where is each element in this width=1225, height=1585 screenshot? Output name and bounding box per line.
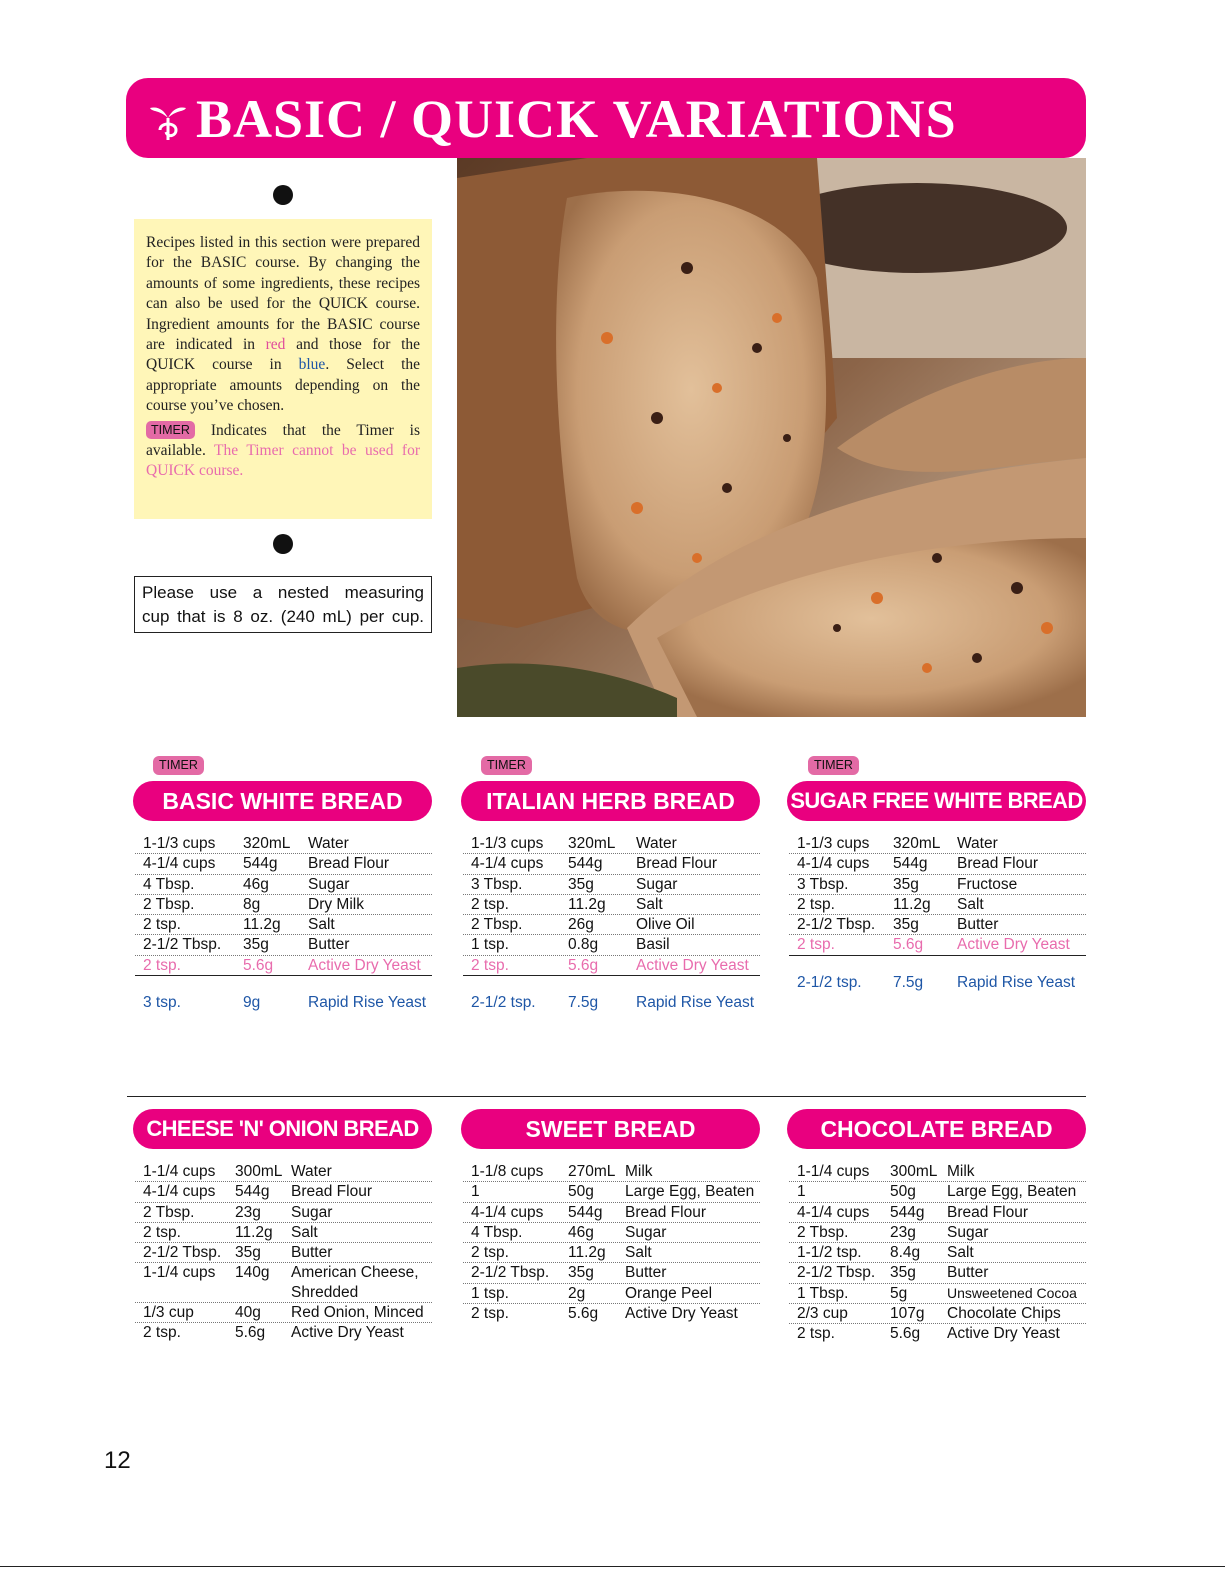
ingredient-row: 2 Tbsp. 26g Olive Oil xyxy=(463,915,760,935)
recipe-title-sugar-free: SUGAR FREE WHITE BREAD xyxy=(787,781,1086,821)
ingredient-row: 4-1/4 cups 544g Bread Flour xyxy=(135,854,432,874)
ingredient-row: 2 tsp. 11.2g Salt xyxy=(789,895,1086,915)
ingredient-row: 1/3 cup 40g Red Onion, Minced xyxy=(135,1303,432,1323)
ingredient-row: 2 tsp. 5.6g Active Dry Yeast xyxy=(471,1305,738,1323)
blue-word: blue xyxy=(298,356,326,374)
ingredient-row: 2-1/2 Tbsp. 35g Butter xyxy=(463,1263,760,1283)
ingredient-row: 2 Tbsp. 23g Sugar xyxy=(135,1203,432,1223)
ingredient-row: 2-1/2 Tbsp. 35g Butter xyxy=(135,935,432,955)
bullet-dot xyxy=(273,185,293,205)
bottom-rule xyxy=(0,1566,1225,1567)
ingredient-row: 2 tsp. 11.2g Salt xyxy=(463,1243,760,1263)
sprout-icon xyxy=(146,100,190,144)
basic-course-row: 2 tsp. 5.6g Active Dry Yeast xyxy=(463,956,760,976)
recipe-title-italian-herb: ITALIAN HERB BREAD xyxy=(461,781,760,821)
recipe-table-basic-white xyxy=(135,834,432,1012)
recipe-table-chocolate xyxy=(789,1162,1086,1344)
quick-course-row: 2-1/2 tsp. 7.5g Rapid Rise Yeast xyxy=(471,994,755,1012)
red-word: red xyxy=(265,336,286,354)
ingredient-row: 3 Tbsp. 35g Fructose xyxy=(789,875,1086,895)
ingredient-row: 2-1/2 Tbsp. 35g Butter xyxy=(789,1263,1086,1283)
ingredient-row: 2 tsp. 11.2g Salt xyxy=(463,895,760,915)
timer-badge: TIMER xyxy=(146,421,195,439)
ingredient-row: 1-1/8 cups 270mL Milk xyxy=(463,1162,760,1182)
page-title: BASIC / QUICK VARIATIONS xyxy=(196,89,957,149)
ingredient-row: 4-1/4 cups 544g Bread Flour xyxy=(789,1203,1086,1223)
ingredient-row: 2 tsp. 11.2g Salt xyxy=(135,915,432,935)
ingredient-row: 4-1/4 cups 544g Bread Flour xyxy=(463,1203,760,1223)
ingredient-row: 4 Tbsp. 46g Sugar xyxy=(463,1223,760,1243)
basic-course-row: 2 tsp. 5.6g Active Dry Yeast xyxy=(135,956,432,976)
ingredient-row: 1 50g Large Egg, Beaten xyxy=(463,1182,760,1202)
ingredient-row: 3 Tbsp. 35g Sugar xyxy=(463,875,760,895)
quick-course-row: 2-1/2 tsp. 7.5g Rapid Rise Yeast xyxy=(797,973,1076,991)
timer-tag: TIMER xyxy=(153,756,204,775)
ingredient-row: 2/3 cup 107g Chocolate Chips xyxy=(789,1304,1086,1324)
timer-tag: TIMER xyxy=(481,756,532,775)
recipe-title-cheese-onion: CHEESE 'N' ONION BREAD xyxy=(133,1109,432,1149)
ingredient-row: 1-1/3 cups 320mL Water xyxy=(463,834,760,854)
ingredient-row: 2 tsp. 5.6g Active Dry Yeast xyxy=(143,1324,404,1342)
ingredient-row: 1-1/4 cups 300mL Milk xyxy=(789,1162,1086,1182)
ingredient-row: 2 Tbsp. 8g Dry Milk xyxy=(135,895,432,915)
ingredient-row: 1 tsp. 0.8g Basil xyxy=(463,935,760,955)
ingredient-row: 4-1/4 cups 544g Bread Flour xyxy=(463,854,760,874)
timer-tag: TIMER xyxy=(808,756,859,775)
ingredient-row: 4 Tbsp. 46g Sugar xyxy=(135,875,432,895)
recipe-title-sweet: SWEET BREAD xyxy=(461,1109,760,1149)
recipe-table-sweet xyxy=(463,1162,760,1323)
course-info-text: Recipes listed in this section were prepared for the BASIC course. By changing the amounts of some ingredients, these recipes can also be used for the QUICK course. Ingredient amounts for the BASIC course are indicated in red and those for the QUICK course in blue. Select the appropriate amounts depending on the course you’ve chosen. xyxy=(146,234,421,415)
recipe-table-sugar-free xyxy=(789,834,1086,992)
ingredient-row: 2 Tbsp. 23g Sugar xyxy=(789,1223,1086,1243)
ingredient-row: 1 tsp. 2g Orange Peel xyxy=(463,1284,760,1304)
timer-note: The Timer cannot be used for QUICK course. xyxy=(146,442,420,480)
recipe-title-chocolate: CHOCOLATE BREAD xyxy=(787,1109,1086,1149)
page-number: 12 xyxy=(104,1447,131,1474)
ingredient-row: 2-1/2 Tbsp. 35g Butter xyxy=(789,915,1086,935)
ingredient-row: 4-1/4 cups 544g Bread Flour xyxy=(135,1182,432,1202)
ingredient-row: 2 tsp. 11.2g Salt xyxy=(135,1223,432,1243)
ingredient-row: 1-1/4 cups 140g American Cheese, Shredded xyxy=(135,1263,432,1303)
ingredient-row: 1-1/4 cups 300mL Water xyxy=(135,1162,432,1182)
measuring-cup-note: Please use a nested measuring cup that is 8 oz. (240 mL) per cup. xyxy=(134,576,432,633)
recipe-table-italian-herb xyxy=(463,834,760,1012)
timer-info-text: TIMER Indicates that the Timer is available. The Timer cannot be used for QUICK course. xyxy=(146,421,420,480)
ingredient-row: 1-1/2 tsp. 8.4g Salt xyxy=(789,1243,1086,1263)
ingredient-row: 1-1/3 cups 320mL Water xyxy=(789,834,1086,854)
recipe-table-cheese-onion xyxy=(135,1162,432,1343)
basic-course-row: 2 tsp. 5.6g Active Dry Yeast xyxy=(789,935,1086,955)
recipe-title-basic-white: BASIC WHITE BREAD xyxy=(133,781,432,821)
ingredient-row: 1 Tbsp. 5g Unsweetened Cocoa xyxy=(789,1284,1086,1304)
bullet-dot xyxy=(273,534,293,554)
course-info-box xyxy=(134,219,432,519)
quick-course-row: 3 tsp. 9g Rapid Rise Yeast xyxy=(143,994,427,1012)
bread-photo xyxy=(457,158,1086,717)
ingredient-row: 4-1/4 cups 544g Bread Flour xyxy=(789,854,1086,874)
ingredient-row: 1-1/3 cups 320mL Water xyxy=(135,834,432,854)
ingredient-row: 2 tsp. 5.6g Active Dry Yeast xyxy=(797,1325,1060,1343)
ingredient-row: 1 50g Large Egg, Beaten xyxy=(789,1182,1086,1202)
section-divider xyxy=(127,1096,1086,1097)
ingredient-row: 2-1/2 Tbsp. 35g Butter xyxy=(135,1243,432,1263)
